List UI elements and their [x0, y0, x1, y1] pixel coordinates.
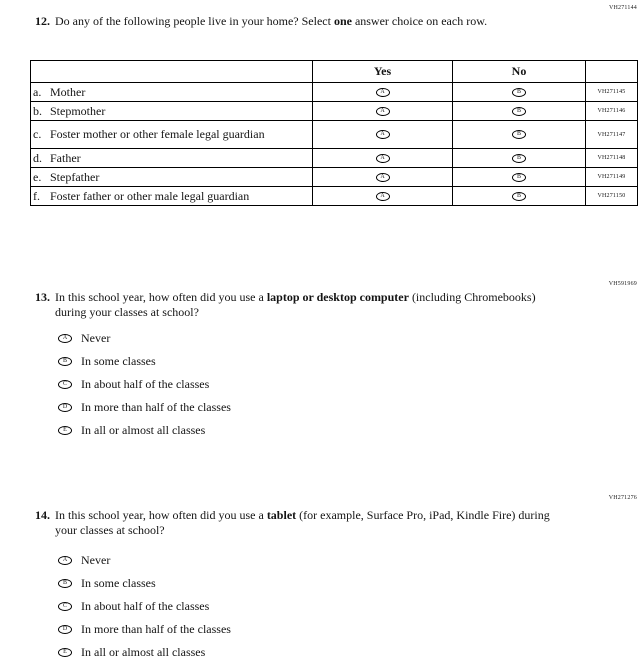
- answer-bubble[interactable]: [58, 625, 72, 634]
- question-12: [35, 14, 560, 29]
- row-text: Stepmother: [50, 103, 106, 118]
- bubble-letter: B: [516, 154, 521, 161]
- question-13-text-before: In this school year, how often did you use a: [55, 290, 267, 304]
- question-14-text: [55, 508, 555, 538]
- table-row: [31, 149, 638, 168]
- option-label: Never: [81, 331, 111, 345]
- bubble-letter: B: [62, 358, 67, 364]
- option-more-than-half-classes[interactable]: [55, 622, 231, 637]
- bubble-letter: A: [380, 88, 385, 95]
- row-label: [31, 170, 312, 185]
- item-code-q14: VH271276: [608, 495, 637, 501]
- option-label: In some classes: [81, 576, 156, 590]
- answer-bubble[interactable]: [58, 648, 72, 657]
- row-letter: e.: [33, 169, 42, 184]
- option-label: In more than half of the classes: [81, 622, 231, 636]
- option-never[interactable]: [55, 331, 231, 346]
- question-14: [35, 508, 555, 538]
- question-12-text-after: answer choice on each row.: [351, 14, 488, 28]
- answer-bubble[interactable]: [58, 403, 72, 412]
- row-letter: d.: [33, 150, 42, 165]
- question-13-text: [55, 290, 555, 320]
- option-label: Never: [81, 553, 111, 567]
- row-code: VH271150: [586, 187, 638, 206]
- option-all-classes[interactable]: [55, 423, 231, 438]
- bubble-letter: B: [516, 192, 521, 199]
- row-code: VH271147: [586, 121, 638, 149]
- answer-bubble-yes[interactable]: [376, 130, 390, 139]
- question-13-text-bold: laptop or desktop computer: [266, 290, 409, 304]
- row-code: VH271149: [586, 168, 638, 187]
- table-row: [31, 168, 638, 187]
- bubble-letter: A: [380, 131, 385, 138]
- q12-header-code-blank: [586, 61, 638, 83]
- q12-header-blank: [31, 61, 313, 83]
- question-13: [35, 290, 555, 320]
- bubble-letter: E: [63, 649, 67, 655]
- item-code-q12: VH271144: [608, 5, 637, 11]
- bubble-letter: A: [380, 154, 385, 161]
- question-13-text-after: (including Chromebooks) during your classes at school?: [55, 290, 536, 319]
- option-label: In all or almost all classes: [81, 423, 206, 437]
- row-label: [31, 127, 312, 142]
- option-all-classes[interactable]: [55, 645, 231, 660]
- bubble-letter: A: [62, 335, 68, 341]
- row-letter: b.: [33, 103, 42, 118]
- row-code: VH271146: [586, 102, 638, 121]
- question-14-number: 14.: [35, 508, 50, 522]
- question-12-number: 12.: [35, 14, 50, 28]
- answer-bubble[interactable]: [58, 334, 72, 343]
- answer-bubble-yes[interactable]: [376, 173, 390, 182]
- bubble-letter: C: [62, 381, 67, 387]
- bubble-letter: A: [380, 173, 385, 180]
- question-14-text-bold: tablet: [266, 508, 297, 522]
- bubble-letter: B: [62, 580, 67, 586]
- question-12-text: [55, 14, 560, 29]
- row-text: Foster father or other male legal guardian: [50, 188, 250, 203]
- answer-bubble-yes[interactable]: [376, 88, 390, 97]
- answer-bubble-no[interactable]: [512, 173, 526, 182]
- bubble-letter: A: [380, 192, 385, 199]
- option-half-classes[interactable]: [55, 377, 231, 392]
- row-letter: a.: [33, 84, 42, 99]
- q12-answer-table: [30, 60, 638, 206]
- row-label: [31, 104, 312, 119]
- table-row: [31, 121, 638, 149]
- q12-header-no: No: [453, 61, 586, 83]
- row-letter: c.: [33, 127, 42, 141]
- bubble-letter: D: [62, 626, 68, 632]
- option-never[interactable]: [55, 553, 231, 568]
- answer-bubble-no[interactable]: [512, 107, 526, 116]
- row-code: VH271145: [586, 83, 638, 102]
- row-label: [31, 189, 312, 204]
- option-more-than-half-classes[interactable]: [55, 400, 231, 415]
- answer-bubble[interactable]: [58, 357, 72, 366]
- q12-header-row: [31, 61, 638, 83]
- answer-bubble-yes[interactable]: [376, 154, 390, 163]
- answer-bubble[interactable]: [58, 602, 72, 611]
- bubble-letter: E: [63, 427, 67, 433]
- row-code: VH271148: [586, 149, 638, 168]
- bubble-letter: C: [62, 603, 67, 609]
- answer-bubble-no[interactable]: [512, 88, 526, 97]
- question-14-options: [55, 553, 231, 666]
- bubble-letter: B: [516, 88, 521, 95]
- option-some-classes[interactable]: [55, 354, 231, 369]
- bubble-letter: B: [516, 107, 521, 114]
- row-letter: f.: [33, 188, 40, 203]
- row-text: Father: [50, 150, 81, 165]
- option-label: In all or almost all classes: [81, 645, 206, 659]
- option-label: In about half of the classes: [81, 377, 210, 391]
- bubble-letter: D: [62, 404, 68, 410]
- table-row: [31, 187, 638, 206]
- question-13-number: 13.: [35, 290, 50, 304]
- row-label: [31, 85, 312, 100]
- answer-bubble-yes[interactable]: [376, 192, 390, 201]
- answer-bubble-no[interactable]: [512, 192, 526, 201]
- answer-bubble-yes[interactable]: [376, 107, 390, 116]
- option-half-classes[interactable]: [55, 599, 231, 614]
- question-13-options: [55, 331, 231, 446]
- option-label: In about half of the classes: [81, 599, 210, 613]
- answer-bubble[interactable]: [58, 426, 72, 435]
- question-12-text-before: Do any of the following people live in your home? Select: [55, 14, 334, 28]
- bubble-letter: A: [62, 557, 68, 563]
- question-14-text-before: In this school year, how often did you use a: [55, 508, 267, 522]
- row-text: Mother: [50, 84, 86, 99]
- row-label: [31, 151, 312, 166]
- row-text: Stepfather: [50, 169, 100, 184]
- option-label: In some classes: [81, 354, 156, 368]
- bubble-letter: B: [516, 173, 521, 180]
- answer-bubble[interactable]: [58, 380, 72, 389]
- option-some-classes[interactable]: [55, 576, 231, 591]
- q12-header-yes: Yes: [313, 61, 453, 83]
- answer-bubble[interactable]: [58, 579, 72, 588]
- row-text: Foster mother or other female legal guardian: [50, 127, 265, 141]
- question-12-text-bold: one: [333, 14, 352, 28]
- answer-bubble[interactable]: [58, 556, 72, 565]
- answer-bubble-no[interactable]: [512, 154, 526, 163]
- bubble-letter: A: [380, 107, 385, 114]
- table-row: [31, 83, 638, 102]
- table-row: [31, 102, 638, 121]
- answer-bubble-no[interactable]: [512, 130, 526, 139]
- bubble-letter: B: [516, 131, 521, 138]
- option-label: In more than half of the classes: [81, 400, 231, 414]
- question-14-text-after: (for example, Surface Pro, iPad, Kindle Fire) during your classes at school?: [55, 508, 550, 537]
- item-code-q13: VH591969: [608, 281, 637, 287]
